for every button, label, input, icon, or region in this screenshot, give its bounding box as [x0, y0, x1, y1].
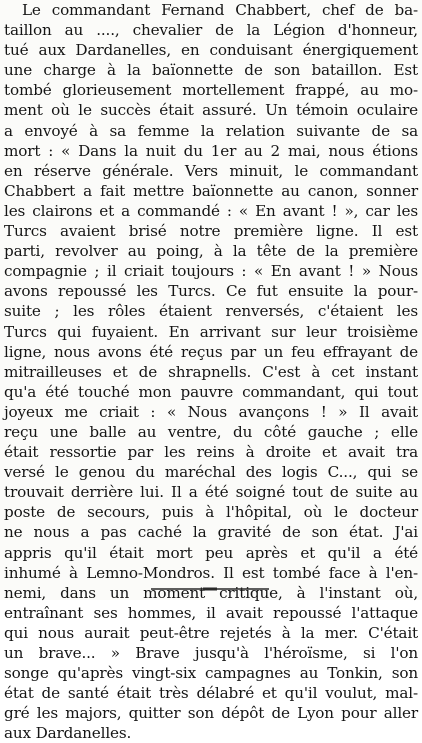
- article-line: trouvait derrière lui. Il a été soigné tout de suite au: [4, 483, 418, 502]
- article-line: Le commandant Fernand Chabbert, chef de ba-: [22, 1, 418, 19]
- article-line: parti, revolver au poing, à la tête de la première: [4, 242, 418, 261]
- article-line: suite ; les rôles étaient renversés, c'étaient les: [4, 302, 418, 321]
- article-line: poste de secours, puis à l'hôpital, où le docteur: [4, 503, 418, 522]
- article-text: [4, 0, 418, 743]
- article-line: état de santé était très délabré et qu'il voulut, mal-: [4, 684, 418, 703]
- article-line: versé le genou du maréchal des logis C..., qui se: [4, 463, 418, 482]
- article-line: taillon au ...., chevalier de la Légion d'honneur,: [4, 21, 418, 40]
- article-line: tué aux Dardanelles, en conduisant énergiquement: [4, 41, 418, 60]
- article-line: un brave... » Brave jusqu'à l'héroïsme, si l'on: [4, 644, 418, 662]
- article-line: a envoyé à sa femme la relation suivante de sa: [4, 121, 418, 140]
- article-line: reçu une balle au ventre, du côté gauche ; elle: [4, 422, 418, 441]
- article-line: songe qu'après vingt-six campagnes au Tonkin, son: [4, 664, 418, 683]
- article-line: avons repoussé les Turcs. Ce fut ensuite la pour-: [4, 282, 418, 301]
- article-line: compagnie ; il criait toujours : « En avant ! » Nous: [4, 262, 418, 281]
- article-line: appris qu'il était mort peu après et qu'il a été: [4, 543, 418, 562]
- article-line: qui nous aurait peut-être rejetés à la mer. C'était: [4, 623, 418, 642]
- article-line: aux Dardanelles.: [4, 724, 132, 743]
- article-line: tombé glorieusement mortellement frappé, au mo-: [4, 81, 418, 100]
- article-line: ne nous a pas caché la gravité de son état. J'ai: [4, 523, 418, 542]
- article-line: Chabbert a fait mettre baïonnette au canon, sonner: [4, 181, 418, 200]
- separator-ornament: [151, 585, 269, 593]
- article-line: nemi, dans un moment critique, à l'instant où,: [4, 583, 418, 602]
- article-line: Turcs qui fuyaient. En arrivant sur leur troisième: [4, 322, 418, 341]
- article-line: Turcs avaient brisé notre première ligne. Il est: [4, 222, 418, 241]
- article-line: une charge à la baïonnette de son bataillon. Est: [4, 61, 418, 80]
- article-line: ment où le succès était assuré. Un témoin oculaire: [4, 101, 418, 120]
- article-line: qu'a été touché mon pauvre commandant, qui tout: [4, 382, 418, 401]
- article-line: mitrailleuses et de shrapnells. C'est à cet instant: [4, 362, 418, 381]
- article-line: ligne, nous avons été reçus par un feu effrayant de: [4, 342, 418, 361]
- article-line: inhumé à Lemno-Mondros. Il est tombé face à l'en-: [4, 563, 418, 582]
- article-line: joyeux me criait : « Nous avançons ! » Il avait: [4, 402, 418, 421]
- article-line: était ressortie par les reins à droite et avait tra: [4, 443, 418, 462]
- article-line: mort : « Dans la nuit du 1er au 2 mai, nous étions: [4, 141, 418, 160]
- article-line: en réserve générale. Vers minuit, le commandant: [4, 161, 418, 180]
- article-line: les clairons et a commandé : « En avant ! », car les: [4, 201, 418, 220]
- article-line: entraînant ses hommes, il avait repoussé l'attaque: [4, 603, 418, 622]
- article-line: gré les majors, quitter son dépôt de Lyon pour aller: [4, 704, 418, 723]
